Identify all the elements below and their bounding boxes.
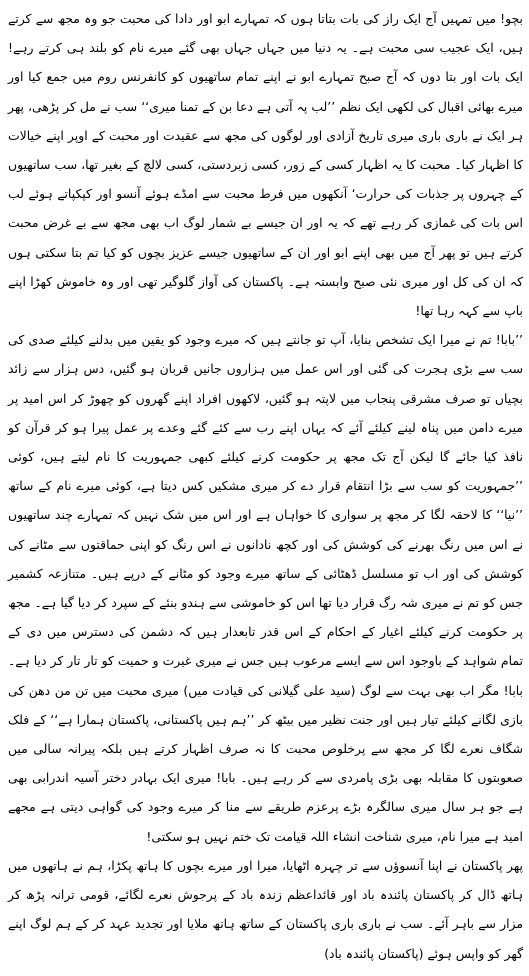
paragraph-3: پھر پاکستان نے اپنا آنسوؤں سے تر چہرہ اٹھایا، میرا اور میرے بچوں کا ہاتھ پکڑا، ہم نے ہاتھوں میں ہاتھ ڈال کر پاکستان پائندہ باد اور قائداعظم زندہ باد کے پرجوش نعرے لگائے، قومی ترانہ پڑھ کر مزار سے باہر آئے۔ سب نے باری باری پاکستان کے ساتھ ہاتھ ملایا اور تجدید عہد کر کے ہم لوگ اپنے گھر کو واپس ہوئے (پاکستان پائندہ باد) [8, 857, 523, 961]
paragraph-1: بچو! میں تمہیں آج ایک راز کی بات بتاتا ہوں کہ تمہارے ابو اور دادا کی محبت جو وہ مجھ سے کرتے ہیں، ایک عجیب سی محبت ہے۔ یہ دنیا میں جہاں جہاں بھی گئے میرے نام کو بلند ہی کرتے رہے! ایک بات اور بتا دوں کہ آج صبح تمہارے ابو نے اپنے تمام ساتھیوں کو کانفرنس روم میں جمع کیا اور میرے بھائی اقبال کی لکھی ایک نظم ’’لب پہ آتی ہے دعا بن کے تمنا میری‘‘ سب نے مل کر پڑھی، پھر ہر ایک نے باری باری میری تاریخ آزادی اور لوگوں کی مجھ سے عقیدت اور محبت کے اوپر اپنے خیالات کا اظہار کیا۔ محبت کا یہ اظہار کسی کے زور، کسی زبردستی، کسی لالچ کے بغیر تھا، سب ساتھیوں کے چہروں پر جذبات کی حرارت‘ آنکھوں میں فرط محبت سے امڈے ہوئے آنسو اور کپکپاتے ہوئے لب اس بات کی غمازی کر رہے تھے کہ یہ اور ان جیسے بے شمار لوگ اب بھی مجھ سے بے غرض محبت کرتے ہیں تو پھر آج میں بھی اپنے ابو اور ان کے ساتھیوں جیسے عزیز بچوں کو کیا تم بتا سکتی ہوں کہ ان کی کل اور میری نئی صبح وابستہ ہے۔ پاکستان کی آواز گلوگیر تھی اور وہ خاموش کھڑا اپنے باپ سے کہہ رہا تھا! [8, 11, 523, 319]
paragraph-2: ’’بابا! تم نے میرا ایک تشخص بنایا، آپ تو جانتے ہیں کہ میرے وجود کو یقین میں بدلنے کیلئے صدی کی سب سے بڑی ہجرت کی گئی اور اس عمل میں ہزاروں جانیں قربان ہو گئیں، دس ہزار سے زائد بچیاں تو صرف مشرقی پنجاب میں لاپتہ ہو گئیں، لاکھوں افراد اپنے گھروں کو چھوڑ کر اس امید پر میرے دامن میں پناہ لینے کیلئے آئے کہ یہاں اپنے رب سے کئے گئے وعدے پر عمل پیرا ہو کر قرآن کو نافذ کیا جائے گا لیکن آج تک مجھ پر حکومت کرنے کیلئے کبھی جمہوریت کا نام لیتے ہیں، کوئی ’’جمہوریت کو سب سے بڑا انتقام قرار دے کر میری مشکیں کس دیتا ہے، کوئی میرے نام کے ساتھ ’’نیا‘‘ کا لاحقہ لگا کر مجھ پر سواری کا خواہاں ہے اور اس میں شک نہیں کہ تمہارے چند ساتھیوں نے اس میں رنگ بھرنے کی کوشش کی اور کچھ نادانوں نے اس رنگ کو اپنی حماقتوں سے مٹانے کی کوشش کی اور اب تو مسلسل ڈھٹائی کے ساتھ میرے وجود کو مٹانے کے درپے ہیں۔ متنازعہ کشمیر جس کو تم نے میری شہ رگ قرار دیا تھا اس کو خاموشی سے ہندو بنئے کے سپرد کر دیا گیا ہے۔ مجھ پر حکومت کرنے کیلئے اغیار کے احکام کے اس قدر تابعدار ہیں کہ دشمن کی دسترس میں دی کے تمام شواہد کے باوجود اس سے ایسے مرعوب ہیں جس نے میری غیرت و حمیت کو تار تار کر دیا ہے۔ بابا! مگر اب بھی بہت سے لوگ (سید علی گیلانی کی قیادت میں) میری محبت میں تن من دھن کی بازی لگانے کیلئے تیار ہیں اور جنت نظیر میں بیٹھ کر ’’ہم ہیں پاکستانی، پاکستان ہمارا ہے‘‘ کے فلک شگاف نعرے لگا کر مجھ سے پرخلوص محبت کا نہ صرف اظہار کرتے ہیں بلکہ پیرانہ سالی میں صعوبتوں کا مقابلہ بھی بڑی پامردی سے کر رہے ہیں۔ بابا! میری ایک بہادر دختر آسیہ اندرابی بھی ہے جو ہر سال میری سالگرہ بڑے پرعزم طریقے سے منا کر میرے وجود کی گواہی دیتی ہے مجھے امید ہے میرا نام، میری شناخت انشاء اللہ قیامت تک ختم نہیں ہو سکتی! [8, 332, 523, 844]
